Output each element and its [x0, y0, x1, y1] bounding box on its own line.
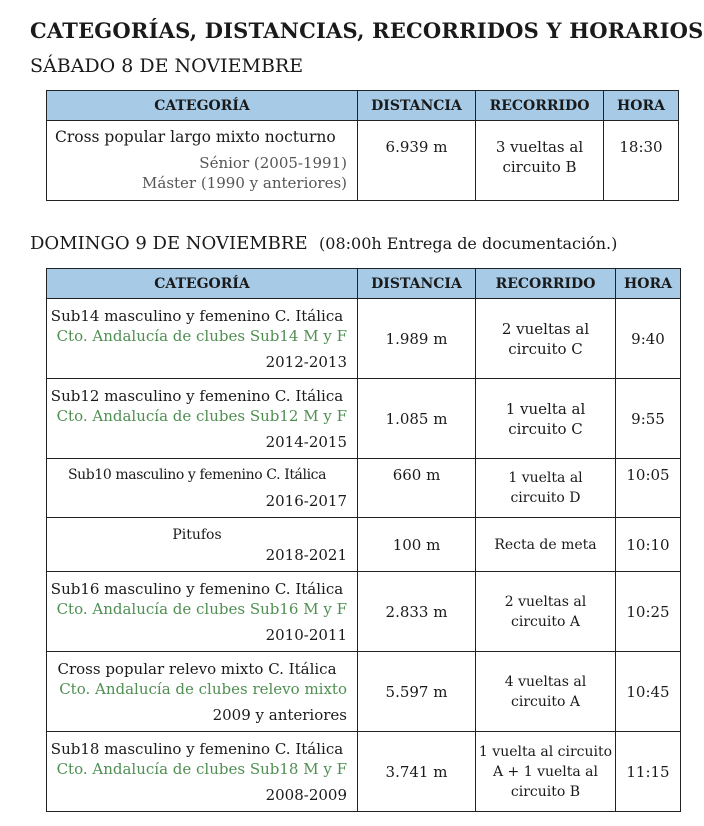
category-championship: Cto. Andalucía de clubes Sub12 M y F	[56, 406, 347, 425]
category-cell	[47, 572, 358, 652]
table-row	[47, 379, 681, 459]
time-value: 9:40	[631, 329, 665, 348]
route-line-1: 3 vueltas al	[495, 138, 584, 156]
route-cell	[476, 518, 616, 572]
distance-value: 2.833 m	[385, 602, 448, 621]
distance-value: 3.741 m	[385, 762, 448, 781]
time-cell	[616, 299, 681, 379]
route-line-2: circuito C	[508, 339, 583, 358]
category-name: Sub10 masculino y femenino C. Itálica	[67, 467, 327, 483]
time-cell	[616, 732, 681, 812]
table-row	[47, 459, 681, 518]
route-line-2: A + 1 vuelta al	[492, 763, 599, 780]
distance-cell	[358, 572, 476, 652]
route-cell	[476, 732, 616, 812]
time-cell	[616, 379, 681, 459]
header-recorrido: RECORRIDO	[476, 269, 616, 299]
time-cell	[616, 572, 681, 652]
sunday-heading-line	[30, 233, 617, 254]
category-years: 2012-2013	[265, 352, 347, 371]
category-cell	[47, 732, 358, 812]
route-line-2: circuito D	[510, 490, 581, 506]
route-line-3: circuito B	[510, 783, 581, 800]
route-line-1: 2 vueltas al	[501, 319, 590, 338]
category-cell	[47, 459, 358, 518]
route-cell	[476, 572, 616, 652]
category-name: Pitufos	[172, 526, 222, 543]
category-name: Cross popular largo mixto nocturno	[55, 128, 336, 146]
route-line-1: 1 vuelta al circuito	[478, 743, 613, 760]
time-cell	[616, 652, 681, 732]
sunday-heading: DOMINGO 9 DE NOVIEMBRE	[30, 233, 308, 254]
table-header-row	[47, 269, 681, 299]
table-row	[47, 732, 681, 812]
category-championship: Cto. Andalucía de clubes Sub14 M y F	[56, 326, 347, 345]
route-line-2: circuito A	[511, 613, 580, 630]
table-header-row	[47, 91, 679, 121]
route-line-1: Recta de meta	[494, 537, 597, 553]
time-value: 10:25	[626, 602, 670, 621]
time-value: 11:15	[626, 762, 670, 781]
category-years: 2008-2009	[265, 785, 347, 804]
distance-value: 6.939 m	[385, 138, 448, 156]
header-distancia: DISTANCIA	[358, 91, 476, 121]
route-line-2: circuito C	[508, 419, 583, 438]
route-cell	[476, 652, 616, 732]
category-name: Sub18 masculino y femenino C. Itálica	[50, 739, 344, 758]
route-line-2: circuito B	[502, 158, 577, 176]
distance-value: 1.085 m	[385, 409, 448, 428]
category-championship: Cto. Andalucía de clubes Sub18 M y F	[56, 759, 347, 778]
time-value: 10:45	[626, 682, 670, 701]
category-name: Cross popular relevo mixto C. Itálica	[57, 659, 337, 678]
header-categoria: CATEGORÍA	[47, 91, 358, 121]
route-cell	[476, 121, 604, 201]
category-name: Sub12 masculino y femenino C. Itálica	[50, 386, 344, 405]
category-name: Sub14 masculino y femenino C. Itálica	[50, 306, 344, 325]
category-years: 2009 y anteriores	[212, 705, 347, 724]
header-recorrido: RECORRIDO	[476, 91, 604, 121]
saturday-heading: SÁBADO 8 DE NOVIEMBRE	[30, 55, 304, 77]
category-years: 2016-2017	[265, 492, 347, 510]
distance-cell	[358, 732, 476, 812]
time-value: 10:10	[626, 535, 670, 554]
category-name: Sub16 masculino y femenino C. Itálica	[50, 579, 344, 598]
header-categoria: CATEGORÍA	[47, 269, 358, 299]
category-years: 2014-2015	[265, 432, 347, 451]
category-cell	[47, 379, 358, 459]
route-line-1: 2 vueltas al	[504, 593, 587, 610]
distance-cell	[358, 459, 476, 518]
table-row	[47, 518, 681, 572]
distance-value: 5.597 m	[385, 682, 448, 701]
distance-cell	[358, 379, 476, 459]
category-cell	[47, 652, 358, 732]
time-cell	[616, 518, 681, 572]
sunday-table	[46, 268, 681, 812]
time-cell	[604, 121, 679, 201]
time-value: 18:30	[619, 138, 663, 156]
route-line-1: 1 vuelta al	[508, 470, 583, 486]
route-cell	[476, 299, 616, 379]
category-years: 2018-2021	[265, 545, 347, 564]
table-row	[47, 121, 679, 201]
distance-cell	[358, 121, 476, 201]
category-senior: Sénior (2005-1991)	[199, 154, 347, 172]
time-cell	[616, 459, 681, 518]
category-championship: Cto. Andalucía de clubes Sub16 M y F	[56, 599, 347, 618]
table-row	[47, 299, 681, 379]
route-line-1: 1 vuelta al	[505, 399, 586, 418]
route-cell	[476, 379, 616, 459]
route-line-1: 4 vueltas al	[504, 673, 587, 690]
saturday-table	[46, 90, 679, 201]
header-hora: HORA	[604, 91, 679, 121]
category-cell	[47, 121, 358, 201]
distance-value: 660 m	[392, 466, 441, 484]
distance-cell	[358, 299, 476, 379]
header-distancia: DISTANCIA	[358, 269, 476, 299]
distance-cell	[358, 652, 476, 732]
category-cell	[47, 518, 358, 572]
category-championship: Cto. Andalucía de clubes relevo mixto	[59, 679, 347, 698]
distance-value: 100 m	[392, 535, 441, 554]
time-value: 9:55	[631, 409, 665, 428]
page-title: CATEGORÍAS, DISTANCIAS, RECORRIDOS Y HORARIOS	[30, 18, 704, 43]
table-row	[47, 572, 681, 652]
route-line-2: circuito A	[511, 693, 580, 710]
documentation-note: (08:00h Entrega de documentación.)	[319, 234, 618, 253]
header-hora: HORA	[616, 269, 681, 299]
time-value: 10:05	[626, 466, 670, 484]
category-master: Máster (1990 y anteriores)	[142, 174, 347, 192]
route-cell	[476, 459, 616, 518]
category-years: 2010-2011	[265, 625, 347, 644]
table-row	[47, 652, 681, 732]
distance-value: 1.989 m	[385, 329, 448, 348]
category-cell	[47, 299, 358, 379]
distance-cell	[358, 518, 476, 572]
